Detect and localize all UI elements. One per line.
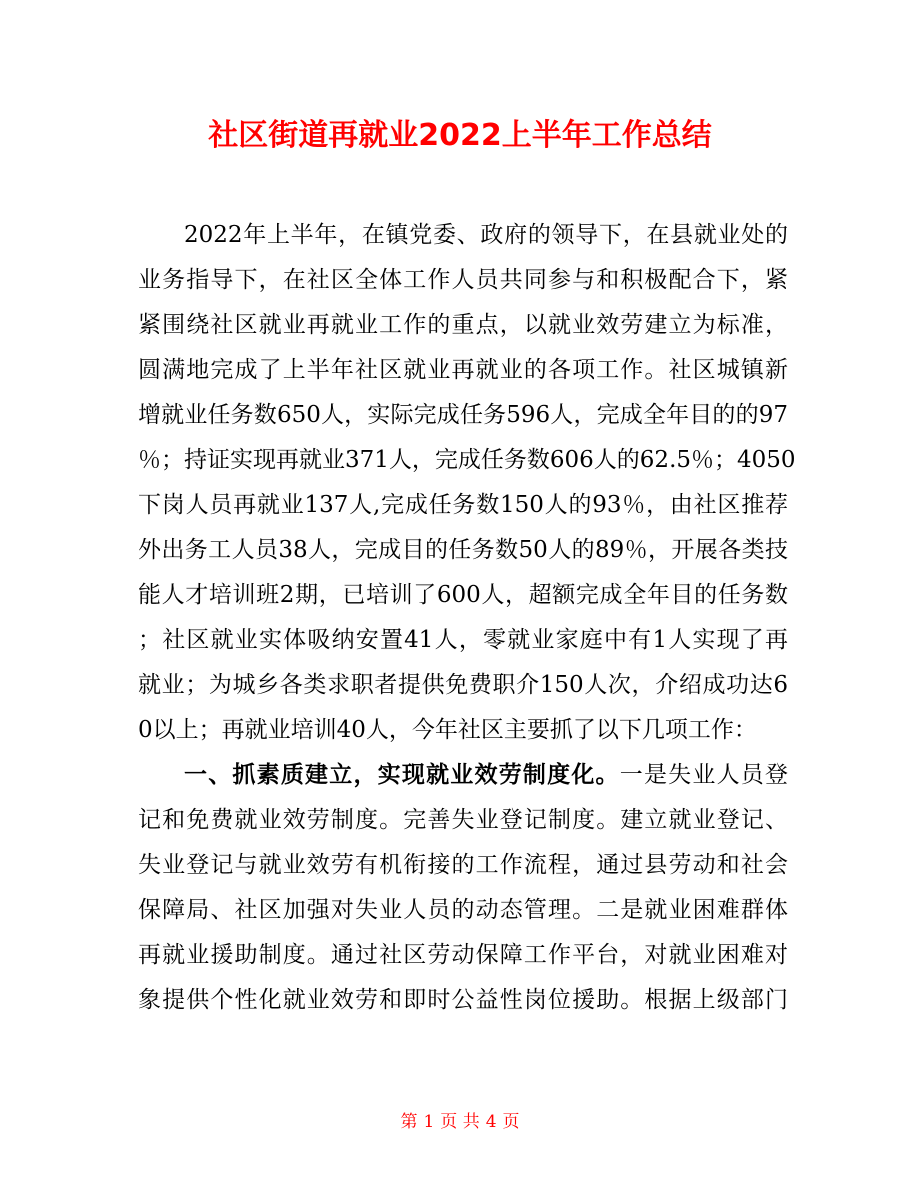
body-line: 再就业援助制度。通过社区劳动保障工作平台，对就业困难对 [138,942,788,968]
body-line: 就业；为城乡各类求职者提供免费职介150人次，介绍成功达6 [138,672,788,698]
body-line: 业务指导下，在社区全体工作人员共同参与和积极配合下，紧 [138,267,788,293]
body-line: 外出务工人员38人，完成目的任务数50人的89％，开展各类技 [138,537,788,563]
page-label-suffix: 页 [502,1112,520,1132]
body-line: 2022年上半年，在镇党委、政府的领导下，在县就业处的 [184,222,788,248]
body-line: 下岗人员再就业137人,完成任务数150人的93％，由社区推荐 [138,492,788,518]
body-line: 增就业任务数650人，实际完成任务596人，完成全年目的的97 [138,402,788,428]
page-footer [0,1110,920,1134]
page-current: 1 [423,1112,435,1132]
body-line: 紧围绕社区就业再就业工作的重点，以就业效劳建立为标准， [138,312,788,338]
body-line: 保障局、社区加强对失业人员的动态管理。二是就业困难群体 [138,897,788,923]
section-heading: 一、抓素质建立，实现就业效劳制度化。 [184,761,620,788]
body-line: ％；持证实现再就业371人，完成任务数606人的62.5％；4050 [138,447,796,473]
page-label-prefix: 第 [400,1112,418,1132]
page-label-mid: 页 共 [440,1112,480,1132]
page-total: 4 [485,1112,497,1132]
body-line: 0以上；再就业培训40人，今年社区主要抓了以下几项工作： [138,717,757,743]
section-heading-rest: 一是失业人员登 [619,762,789,788]
body-line: 记和免费就业效劳制度。完善失业登记制度。建立就业登记、 [138,807,788,833]
body-line: 能人才培训班2期，已培训了600人，超额完成全年目的任务数 [138,582,788,608]
document-title: 社区街道再就业2022上半年工作总结 [208,118,712,153]
body-line: 圆满地完成了上半年社区就业再就业的各项工作。社区城镇新 [138,357,788,383]
body-line: 失业登记与就业效劳有机衔接的工作流程，通过县劳动和社会 [138,852,788,878]
body-line: ；社区就业实体吸纳安置41人，零就业家庭中有1人实现了再 [138,627,788,653]
body-line: 象提供个性化就业效劳和即时公益性岗位援助。根据上级部门 [138,987,788,1013]
section-heading-line [184,760,788,790]
